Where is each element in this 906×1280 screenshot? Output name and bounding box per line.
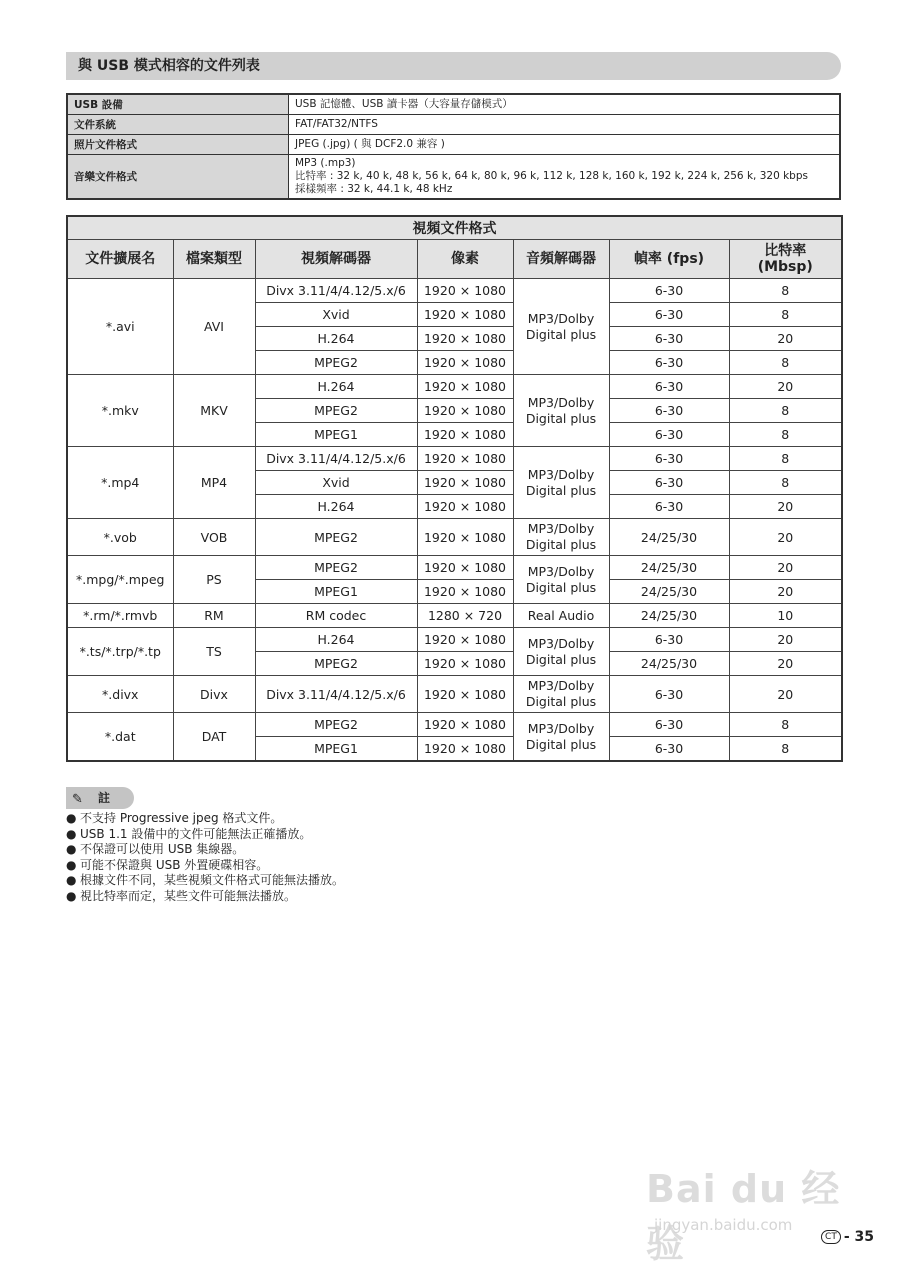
audio-codec-cell	[513, 375, 609, 447]
bitrate-cell: 20	[729, 652, 842, 676]
bitrate-cell: 20	[729, 375, 842, 399]
audio-codec-line: MP3/Dolby	[527, 635, 595, 651]
extension-cell: *.mpg/*.mpeg	[67, 556, 173, 604]
notes-list	[66, 811, 344, 904]
resolution-cell: 1920 × 1080	[417, 713, 513, 737]
resolution-cell: 1920 × 1080	[417, 399, 513, 423]
note-text: 不支持 Progressive jpeg 格式文件。	[80, 811, 283, 825]
list-item	[66, 842, 344, 858]
bitrate-cell: 20	[729, 580, 842, 604]
audio-codec-line: MP3/Dolby	[527, 678, 595, 693]
table-row	[67, 216, 842, 240]
table-row	[67, 155, 840, 200]
watermark-brand: Bai du 经验	[646, 1167, 841, 1266]
note-text: 視比特率而定，某些文件可能無法播放。	[80, 888, 297, 903]
video-codec-cell: MPEG2	[255, 351, 417, 375]
audio-codec-line: MP3/Dolby	[527, 720, 595, 736]
table-row	[67, 519, 842, 556]
table-row	[67, 556, 842, 580]
audio-codec-line: Digital plus	[525, 326, 597, 342]
column-header: 視頻解碼器	[255, 240, 417, 279]
note-text: 可能不保證與 USB 外置硬碟相容。	[80, 857, 269, 872]
video-codec-cell: H.264	[255, 375, 417, 399]
file-system-label: 文件系統	[67, 115, 289, 135]
section-title: 與 USB 模式相容的文件列表	[66, 52, 841, 80]
column-header: 文件擴展名	[67, 240, 173, 279]
frame-rate-cell: 24/25/30	[609, 580, 729, 604]
resolution-cell: 1920 × 1080	[417, 737, 513, 762]
audio-codec-line: MP3/Dolby	[527, 563, 595, 579]
bitrate-cell: 8	[729, 471, 842, 495]
resolution-cell: 1920 × 1080	[417, 447, 513, 471]
frame-rate-cell: 6-30	[609, 447, 729, 471]
list-item	[66, 858, 344, 874]
music-format-label: 音樂文件格式	[67, 155, 289, 200]
frame-rate-cell: 6-30	[609, 423, 729, 447]
video-codec-cell: MPEG2	[255, 652, 417, 676]
page-dash: -	[843, 1229, 855, 1245]
frame-rate-cell: 6-30	[609, 737, 729, 762]
video-codec-cell: MPEG1	[255, 423, 417, 447]
bitrate-cell: 20	[729, 495, 842, 519]
bitrate-cell: 8	[729, 423, 842, 447]
video-codec-cell: MPEG2	[255, 556, 417, 580]
video-codec-cell: MPEG2	[255, 399, 417, 423]
frame-rate-cell: 6-30	[609, 279, 729, 303]
audio-codec-line: Digital plus	[525, 736, 597, 752]
frame-rate-cell: 24/25/30	[609, 519, 729, 556]
resolution-cell: 1280 × 720	[417, 604, 513, 628]
audio-codec-cell	[513, 447, 609, 519]
extension-cell: *.vob	[67, 519, 173, 556]
bullet-icon: ●	[66, 873, 77, 887]
audio-codec-line: Digital plus	[525, 482, 597, 498]
resolution-cell: 1920 × 1080	[417, 423, 513, 447]
audio-codec-line: Digital plus	[525, 410, 597, 426]
frame-rate-cell: 6-30	[609, 676, 729, 713]
file-type-cell: MKV	[173, 375, 255, 447]
video-codec-cell: Divx 3.11/4/4.12/5.x/6	[255, 676, 417, 713]
extension-cell: *.rm/*.rmvb	[67, 604, 173, 628]
bitrate-cell: 8	[729, 303, 842, 327]
bitrate-cell: 20	[729, 519, 842, 556]
video-codec-cell: Xvid	[255, 303, 417, 327]
audio-codec-line: MP3/Dolby	[527, 466, 595, 482]
frame-rate-cell: 6-30	[609, 471, 729, 495]
frame-rate-cell: 6-30	[609, 327, 729, 351]
audio-codec-cell	[513, 713, 609, 762]
table-row	[67, 94, 840, 115]
bullet-icon: ●	[66, 888, 77, 903]
page-number-value: 35	[854, 1229, 874, 1245]
note-text: USB 1.1 設備中的文件可能無法正確播放。	[80, 826, 312, 841]
column-header: 音頻解碼器	[513, 240, 609, 279]
resolution-cell: 1920 × 1080	[417, 351, 513, 375]
extension-cell: *.dat	[67, 713, 173, 762]
table-row	[67, 676, 842, 713]
usb-info-table	[66, 93, 841, 200]
usb-device-value: USB 記憶體、USB 讀卡器（大容量存儲模式）	[289, 94, 841, 115]
music-format-value	[289, 155, 841, 200]
table-row	[67, 115, 840, 135]
usb-device-label: USB 設備	[67, 94, 289, 115]
audio-codec-cell	[513, 628, 609, 676]
video-codec-cell: H.264	[255, 495, 417, 519]
table-row	[67, 604, 842, 628]
bitrate-cell: 8	[729, 351, 842, 375]
video-codec-cell: Divx 3.11/4/4.12/5.x/6	[255, 279, 417, 303]
video-codec-cell: MPEG2	[255, 519, 417, 556]
table-row	[67, 628, 842, 652]
bitrate-cell: 8	[729, 447, 842, 471]
frame-rate-cell: 6-30	[609, 303, 729, 327]
music-format-line: MP3 (.mp3)	[295, 157, 356, 169]
note-label: 註	[98, 791, 111, 805]
video-codec-cell: MPEG2	[255, 713, 417, 737]
audio-codec-cell	[513, 556, 609, 604]
audio-codec-line: Real Audio	[527, 607, 595, 623]
extension-cell: *.mp4	[67, 447, 173, 519]
resolution-cell: 1920 × 1080	[417, 556, 513, 580]
bitrate-cell: 20	[729, 628, 842, 652]
paperclip-icon: ✎	[72, 792, 83, 807]
resolution-cell: 1920 × 1080	[417, 628, 513, 652]
resolution-cell: 1920 × 1080	[417, 471, 513, 495]
file-type-cell: AVI	[173, 279, 255, 375]
frame-rate-cell: 24/25/30	[609, 604, 729, 628]
region-badge: CT	[821, 1230, 841, 1244]
file-system-value: FAT/FAT32/NTFS	[289, 115, 841, 135]
file-type-cell: PS	[173, 556, 255, 604]
list-item	[66, 827, 344, 843]
table-row	[67, 375, 842, 399]
resolution-cell: 1920 × 1080	[417, 327, 513, 351]
extension-cell: *.divx	[67, 676, 173, 713]
audio-codec-line: MP3/Dolby	[527, 394, 595, 410]
bullet-icon: ●	[66, 842, 77, 856]
file-type-cell: VOB	[173, 519, 255, 556]
file-type-cell: TS	[173, 628, 255, 676]
video-codec-cell: Xvid	[255, 471, 417, 495]
list-item	[66, 811, 344, 827]
audio-codec-cell	[513, 519, 609, 556]
column-header: 像素	[417, 240, 513, 279]
resolution-cell: 1920 × 1080	[417, 519, 513, 556]
note-text: 根據文件不同，某些視頻文件格式可能無法播放。	[80, 873, 345, 887]
resolution-cell: 1920 × 1080	[417, 676, 513, 713]
audio-codec-cell	[513, 279, 609, 375]
resolution-cell: 1920 × 1080	[417, 279, 513, 303]
table-row	[67, 279, 842, 303]
video-codec-cell: MPEG1	[255, 737, 417, 762]
audio-codec-line: Digital plus	[525, 651, 597, 667]
resolution-cell: 1920 × 1080	[417, 495, 513, 519]
frame-rate-cell: 6-30	[609, 713, 729, 737]
bitrate-cell: 20	[729, 676, 842, 713]
frame-rate-cell: 24/25/30	[609, 652, 729, 676]
bullet-icon: ●	[66, 826, 77, 841]
list-item	[66, 889, 344, 905]
frame-rate-cell: 6-30	[609, 495, 729, 519]
bitrate-cell: 8	[729, 399, 842, 423]
audio-codec-line: MP3/Dolby	[527, 521, 595, 536]
audio-codec-line: Digital plus	[525, 694, 597, 709]
baidu-watermark	[640, 1150, 850, 1266]
video-codec-cell: RM codec	[255, 604, 417, 628]
file-type-cell: MP4	[173, 447, 255, 519]
column-header: 比特率 (Mbsp)	[729, 240, 842, 279]
video-table-caption: 視頻文件格式	[67, 216, 842, 240]
extension-cell: *.avi	[67, 279, 173, 375]
note-badge	[66, 787, 134, 809]
file-type-cell: Divx	[173, 676, 255, 713]
bitrate-cell: 10	[729, 604, 842, 628]
video-codec-cell: Divx 3.11/4/4.12/5.x/6	[255, 447, 417, 471]
column-header: 檔案類型	[173, 240, 255, 279]
file-type-cell: DAT	[173, 713, 255, 762]
video-codec-cell: H.264	[255, 628, 417, 652]
audio-codec-line: Digital plus	[525, 579, 597, 595]
list-item	[66, 873, 344, 889]
resolution-cell: 1920 × 1080	[417, 375, 513, 399]
table-row	[67, 135, 840, 155]
table-header-row	[67, 240, 842, 279]
bitrate-cell: 8	[729, 279, 842, 303]
video-format-table	[66, 215, 843, 762]
table-row	[67, 713, 842, 737]
frame-rate-cell: 6-30	[609, 375, 729, 399]
column-header: 幀率 (fps)	[609, 240, 729, 279]
bitrate-cell: 20	[729, 327, 842, 351]
file-type-cell: RM	[173, 604, 255, 628]
extension-cell: *.mkv	[67, 375, 173, 447]
audio-codec-line: MP3/Dolby	[527, 310, 595, 326]
audio-codec-cell	[513, 676, 609, 713]
note-text: 不保證可以使用 USB 集線器。	[80, 842, 245, 856]
extension-cell: *.ts/*.trp/*.tp	[67, 628, 173, 676]
audio-codec-cell	[513, 604, 609, 628]
bullet-icon: ●	[66, 811, 77, 825]
frame-rate-cell: 6-30	[609, 351, 729, 375]
resolution-cell: 1920 × 1080	[417, 652, 513, 676]
video-codec-cell: MPEG1	[255, 580, 417, 604]
page-number	[821, 1229, 874, 1245]
frame-rate-cell: 24/25/30	[609, 556, 729, 580]
photo-format-label: 照片文件格式	[67, 135, 289, 155]
resolution-cell: 1920 × 1080	[417, 303, 513, 327]
watermark-url: jingyan.baidu.com	[654, 1216, 793, 1234]
frame-rate-cell: 6-30	[609, 399, 729, 423]
bullet-icon: ●	[66, 857, 77, 872]
table-row	[67, 447, 842, 471]
video-codec-cell: H.264	[255, 327, 417, 351]
bitrate-cell: 20	[729, 556, 842, 580]
bitrate-cell: 8	[729, 737, 842, 762]
music-format-line: 比特率 : 32 k, 40 k, 48 k, 56 k, 64 k, 80 k, 96 k, 112 k, 128 k, 160 k, 192 k, 224 k, 256 k, 320 kbps	[295, 170, 808, 182]
music-format-line: 採樣頻率 : 32 k, 44.1 k, 48 kHz	[295, 183, 453, 195]
bitrate-cell: 8	[729, 713, 842, 737]
photo-format-value: JPEG (.jpg) ( 與 DCF2.0 兼容 )	[289, 135, 841, 155]
frame-rate-cell: 6-30	[609, 628, 729, 652]
audio-codec-line: Digital plus	[525, 537, 597, 552]
resolution-cell: 1920 × 1080	[417, 580, 513, 604]
